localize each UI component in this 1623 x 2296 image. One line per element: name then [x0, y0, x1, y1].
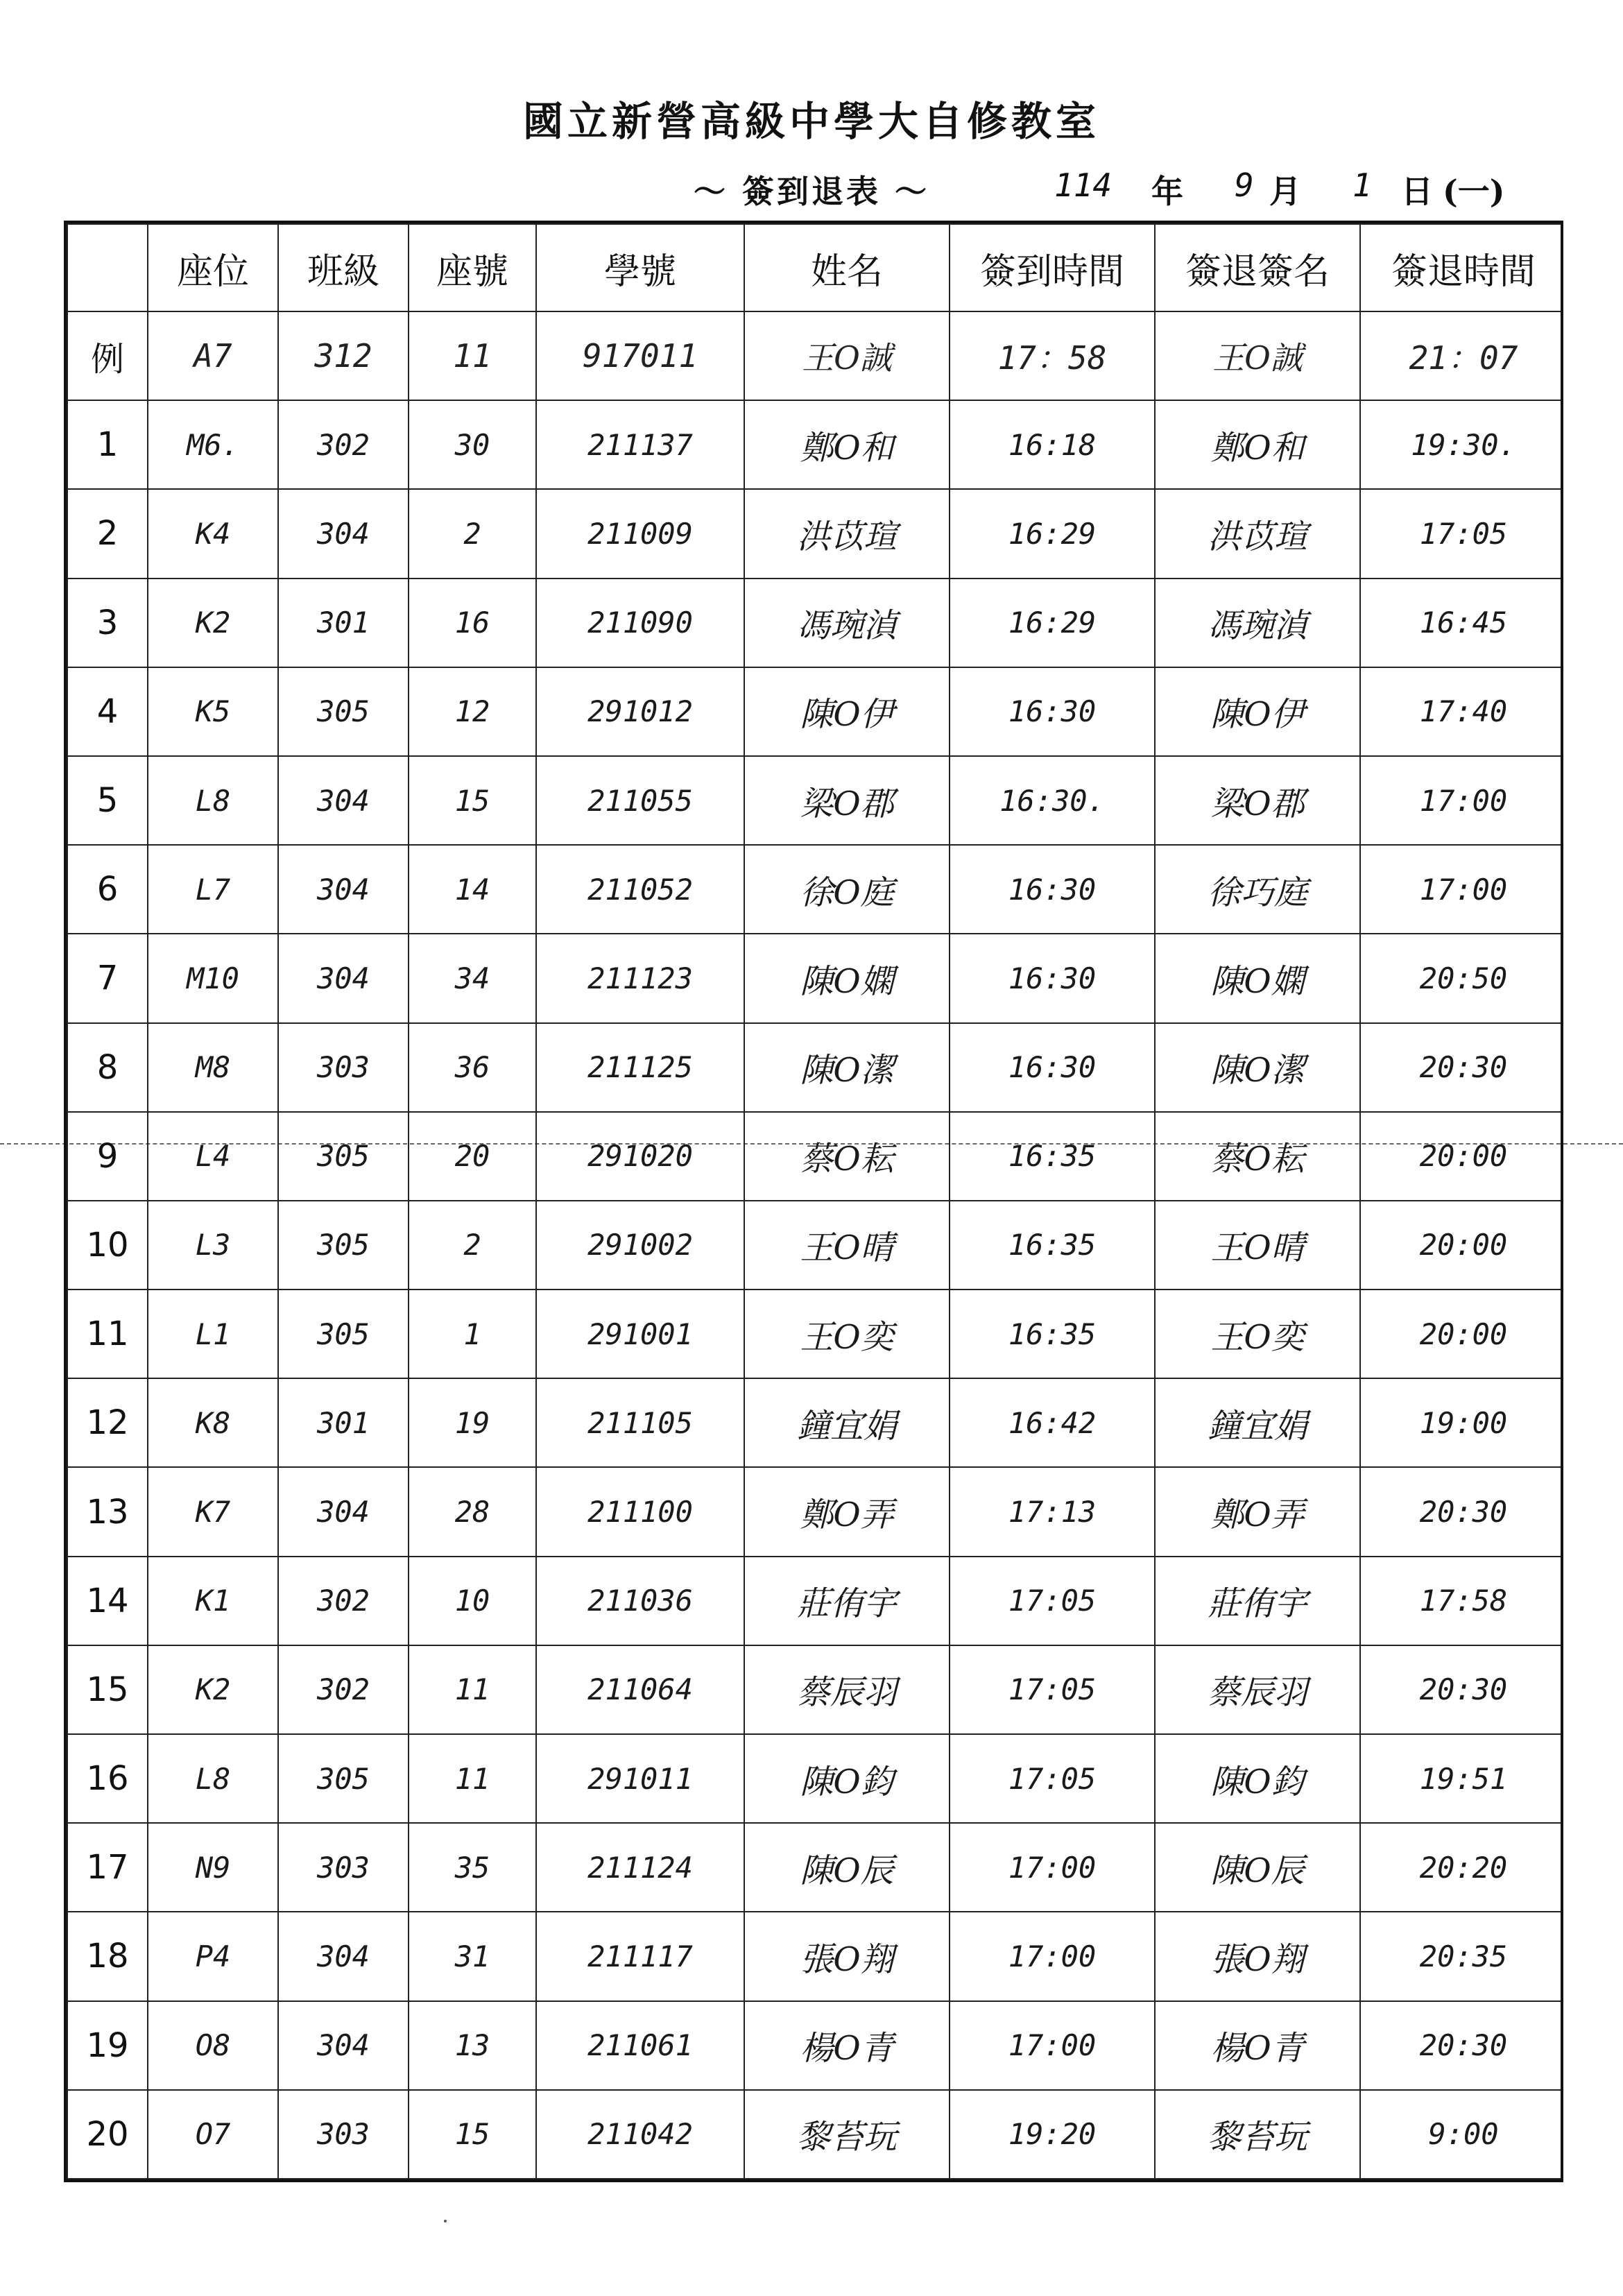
- student-id-cell: 211105: [536, 1378, 744, 1467]
- student-id-cell: 211090: [536, 579, 744, 667]
- checkout-time-cell: 20:00: [1360, 1290, 1563, 1378]
- header-checkin-time: 簽到時間: [950, 224, 1155, 311]
- table-row: [67, 1290, 1563, 1378]
- student-id-cell: 211036: [536, 1557, 744, 1645]
- checkout-sign-cell: 陳O鈞: [1155, 1734, 1360, 1823]
- checkin-time-cell: 16:35: [950, 1201, 1155, 1290]
- checkout-time-cell: 19:00: [1360, 1378, 1563, 1467]
- row-index: 11: [67, 1290, 148, 1378]
- row-index: 例: [67, 311, 148, 400]
- checkin-time-cell: 16:30: [950, 934, 1155, 1022]
- row-index: 9: [67, 1112, 148, 1201]
- table-row: [67, 1467, 1563, 1556]
- date-month: 9: [1235, 166, 1254, 204]
- form-subtitle: ～ 簽到退表 ～: [694, 173, 930, 210]
- seat-cell: P4: [148, 1912, 278, 2001]
- name-cell: 蔡辰羽: [744, 1645, 950, 1734]
- seat-number-cell: 2: [409, 1201, 536, 1290]
- class-cell: 302: [278, 1645, 409, 1734]
- table-row: [67, 579, 1563, 667]
- checkout-time-cell: 20:30: [1360, 1023, 1563, 1112]
- row-index: 18: [67, 1912, 148, 2001]
- name-cell: 王O晴: [744, 1201, 950, 1290]
- checkout-sign-cell: 張O翔: [1155, 1912, 1360, 2001]
- student-id-cell: 211125: [536, 1023, 744, 1112]
- name-cell: 蔡O耘: [744, 1112, 950, 1201]
- class-cell: 304: [278, 934, 409, 1022]
- seat-cell: K2: [148, 579, 278, 667]
- name-cell: 陳O辰: [744, 1823, 950, 1912]
- class-cell: 304: [278, 489, 409, 578]
- checkout-sign-cell: 黎苔玩: [1155, 2090, 1360, 2179]
- date-weekday: (一): [1443, 173, 1505, 210]
- checkin-time-cell: 16:30: [950, 667, 1155, 756]
- checkin-time-cell: 16:35: [950, 1112, 1155, 1201]
- checkout-sign-cell: 蔡O耘: [1155, 1112, 1360, 1201]
- table-row: [67, 934, 1563, 1022]
- header-checkout-sign: 簽退簽名: [1155, 224, 1360, 311]
- seat-number-cell: 13: [409, 2001, 536, 2090]
- sign-in-sheet: [64, 221, 1563, 2182]
- seat-number-cell: 15: [409, 2090, 536, 2179]
- seat-number-cell: 11: [409, 1734, 536, 1823]
- seat-cell: O7: [148, 2090, 278, 2179]
- checkout-time-cell: 16:45: [1360, 579, 1563, 667]
- student-id-cell: 291012: [536, 667, 744, 756]
- seat-number-cell: 15: [409, 756, 536, 845]
- date-day: 1: [1352, 166, 1372, 204]
- class-cell: 305: [278, 667, 409, 756]
- header-class: 班級: [278, 224, 409, 311]
- checkout-time-cell: 20:20: [1360, 1823, 1563, 1912]
- checkout-sign-cell: 王O奕: [1155, 1290, 1360, 1378]
- seat-cell: K2: [148, 1645, 278, 1734]
- table-row: [67, 1023, 1563, 1112]
- checkout-time-cell: 19:30.: [1360, 400, 1563, 489]
- page-title: 國立新營高級中學大自修教室: [522, 98, 1100, 145]
- checkin-time-cell: 17:05: [950, 1557, 1155, 1645]
- table-row: [67, 1201, 1563, 1290]
- name-cell: 徐O庭: [744, 845, 950, 934]
- checkin-time-cell: 17:00: [950, 1912, 1155, 2001]
- checkin-time-cell: 16:35: [950, 1290, 1155, 1378]
- row-index: 8: [67, 1023, 148, 1112]
- header-number: 座號: [409, 224, 536, 311]
- seat-number-cell: 36: [409, 1023, 536, 1112]
- student-id-cell: 291011: [536, 1734, 744, 1823]
- seat-number-cell: 16: [409, 579, 536, 667]
- seat-cell: A7: [148, 311, 278, 400]
- table-row: [67, 1734, 1563, 1823]
- seat-cell: L4: [148, 1112, 278, 1201]
- class-cell: 302: [278, 400, 409, 489]
- class-cell: 301: [278, 579, 409, 667]
- name-cell: 王O奕: [744, 1290, 950, 1378]
- name-cell: 梁O郡: [744, 756, 950, 845]
- name-cell: 陳O鈞: [744, 1734, 950, 1823]
- header-checkout-time: 簽退時間: [1360, 224, 1563, 311]
- checkout-time-cell: 17:05: [1360, 489, 1563, 578]
- header-seat: 座位: [148, 224, 278, 311]
- table-row: [67, 400, 1563, 489]
- table-header-row: [67, 224, 1563, 311]
- seat-number-cell: 19: [409, 1378, 536, 1467]
- seat-cell: L8: [148, 756, 278, 845]
- name-cell: 鐘宜娟: [744, 1378, 950, 1467]
- table-row: [67, 756, 1563, 845]
- table-row: [67, 1912, 1563, 2001]
- checkout-sign-cell: 陳O伊: [1155, 667, 1360, 756]
- checkin-time-cell: 19:20: [950, 2090, 1155, 2179]
- checkout-time-cell: 20:35: [1360, 1912, 1563, 2001]
- sign-in-table: [67, 223, 1563, 2179]
- checkout-sign-cell: 鄭O弄: [1155, 1467, 1360, 1556]
- student-id-cell: 211009: [536, 489, 744, 578]
- student-id-cell: 211061: [536, 2001, 744, 2090]
- checkout-time-cell: 17:00: [1360, 845, 1563, 934]
- class-cell: 303: [278, 1023, 409, 1112]
- name-cell: 張O翔: [744, 1912, 950, 2001]
- row-index: 4: [67, 667, 148, 756]
- checkout-sign-cell: 莊侑宇: [1155, 1557, 1360, 1645]
- checkout-sign-cell: 洪苡瑄: [1155, 489, 1360, 578]
- checkout-time-cell: 20:00: [1360, 1112, 1563, 1201]
- checkout-time-cell: 9:00: [1360, 2090, 1563, 2179]
- checkout-sign-cell: 王O誠: [1155, 311, 1360, 400]
- seat-cell: K4: [148, 489, 278, 578]
- student-id-cell: 211137: [536, 400, 744, 489]
- checkout-sign-cell: 鄭O和: [1155, 400, 1360, 489]
- row-index: 5: [67, 756, 148, 845]
- header-index: [67, 224, 148, 311]
- seat-cell: L3: [148, 1201, 278, 1290]
- seat-cell: K7: [148, 1467, 278, 1556]
- name-cell: 黎苔玩: [744, 2090, 950, 2179]
- header-student-id: 學號: [536, 224, 744, 311]
- row-index: 17: [67, 1823, 148, 1912]
- seat-cell: K1: [148, 1557, 278, 1645]
- row-index: 15: [67, 1645, 148, 1734]
- name-cell: 鄭O和: [744, 400, 950, 489]
- checkout-sign-cell: 陳O嫻: [1155, 934, 1360, 1022]
- class-cell: 305: [278, 1112, 409, 1201]
- seat-cell: N9: [148, 1823, 278, 1912]
- table-row: [67, 1645, 1563, 1734]
- checkout-time-cell: 17:40: [1360, 667, 1563, 756]
- row-index: 12: [67, 1378, 148, 1467]
- checkout-sign-cell: 楊O青: [1155, 2001, 1360, 2090]
- seat-number-cell: 11: [409, 311, 536, 400]
- row-index: 7: [67, 934, 148, 1022]
- seat-number-cell: 14: [409, 845, 536, 934]
- checkout-sign-cell: 蔡辰羽: [1155, 1645, 1360, 1734]
- table-row: [67, 2090, 1563, 2179]
- row-index: 6: [67, 845, 148, 934]
- name-cell: 楊O青: [744, 2001, 950, 2090]
- row-index: 14: [67, 1557, 148, 1645]
- table-row: [67, 1112, 1563, 1201]
- seat-number-cell: 2: [409, 489, 536, 578]
- date-day-unit: 日: [1401, 173, 1433, 210]
- seat-number-cell: 28: [409, 1467, 536, 1556]
- row-index: 13: [67, 1467, 148, 1556]
- seat-cell: O8: [148, 2001, 278, 2090]
- row-index: 3: [67, 579, 148, 667]
- checkout-time-cell: 20:30: [1360, 1645, 1563, 1734]
- name-cell: 陳O潔: [744, 1023, 950, 1112]
- checkout-sign-cell: 徐巧庭: [1155, 845, 1360, 934]
- seat-cell: K5: [148, 667, 278, 756]
- class-cell: 312: [278, 311, 409, 400]
- student-id-cell: 211117: [536, 1912, 744, 2001]
- class-cell: 303: [278, 1823, 409, 1912]
- checkout-sign-cell: 梁O郡: [1155, 756, 1360, 845]
- checkin-time-cell: 16:30: [950, 845, 1155, 934]
- student-id-cell: 211052: [536, 845, 744, 934]
- class-cell: 304: [278, 1467, 409, 1556]
- row-index: 1: [67, 400, 148, 489]
- table-row: [67, 489, 1563, 578]
- seat-cell: K8: [148, 1378, 278, 1467]
- checkin-time-cell: 17:05: [950, 1645, 1155, 1734]
- student-id-cell: 211100: [536, 1467, 744, 1556]
- checkout-time-cell: 21：07: [1360, 311, 1563, 400]
- seat-cell: L8: [148, 1734, 278, 1823]
- checkin-time-cell: 16:18: [950, 400, 1155, 489]
- checkin-time-cell: 17:00: [950, 1823, 1155, 1912]
- table-row: [67, 2001, 1563, 2090]
- seat-number-cell: 1: [409, 1290, 536, 1378]
- checkin-time-cell: 16:29: [950, 489, 1155, 578]
- table-row: [67, 1378, 1563, 1467]
- header-name: 姓名: [744, 224, 950, 311]
- name-cell: 洪苡瑄: [744, 489, 950, 578]
- class-cell: 301: [278, 1378, 409, 1467]
- checkout-sign-cell: 王O晴: [1155, 1201, 1360, 1290]
- checkout-time-cell: 20:30: [1360, 2001, 1563, 2090]
- name-cell: 馮琬湞: [744, 579, 950, 667]
- student-id-cell: 211123: [536, 934, 744, 1022]
- checkout-sign-cell: 陳O辰: [1155, 1823, 1360, 1912]
- class-cell: 304: [278, 1912, 409, 2001]
- seat-number-cell: 30: [409, 400, 536, 489]
- seat-number-cell: 31: [409, 1912, 536, 2001]
- table-row: [67, 1823, 1563, 1912]
- class-cell: 304: [278, 756, 409, 845]
- student-id-cell: 291002: [536, 1201, 744, 1290]
- checkin-time-cell: 16:42: [950, 1378, 1155, 1467]
- checkout-time-cell: 20:50: [1360, 934, 1563, 1022]
- seat-number-cell: 35: [409, 1823, 536, 1912]
- seat-cell: M10: [148, 934, 278, 1022]
- name-cell: 王O誠: [744, 311, 950, 400]
- checkout-sign-cell: 鐘宜娟: [1155, 1378, 1360, 1467]
- seat-cell: M8: [148, 1023, 278, 1112]
- table-row: [67, 1557, 1563, 1645]
- date-year: 114: [1054, 166, 1113, 204]
- checkout-time-cell: 19:51: [1360, 1734, 1563, 1823]
- student-id-cell: 917011: [536, 311, 744, 400]
- seat-number-cell: 10: [409, 1557, 536, 1645]
- checkin-time-cell: 16:30.: [950, 756, 1155, 845]
- row-index: 10: [67, 1201, 148, 1290]
- student-id-cell: 211124: [536, 1823, 744, 1912]
- checkout-time-cell: 20:00: [1360, 1201, 1563, 1290]
- seat-cell: M6.: [148, 400, 278, 489]
- class-cell: 305: [278, 1734, 409, 1823]
- checkin-time-cell: 17:13: [950, 1467, 1155, 1556]
- example-row: [67, 311, 1563, 400]
- checkout-sign-cell: 馮琬湞: [1155, 579, 1360, 667]
- name-cell: 陳O嫻: [744, 934, 950, 1022]
- seat-number-cell: 20: [409, 1112, 536, 1201]
- seat-number-cell: 12: [409, 667, 536, 756]
- name-cell: 陳O伊: [744, 667, 950, 756]
- class-cell: 305: [278, 1201, 409, 1290]
- date-month-unit: 月: [1269, 173, 1301, 210]
- student-id-cell: 291020: [536, 1112, 744, 1201]
- row-index: 20: [67, 2090, 148, 2179]
- seat-number-cell: 11: [409, 1645, 536, 1734]
- student-id-cell: 211055: [536, 756, 744, 845]
- student-id-cell: 211064: [536, 1645, 744, 1734]
- row-index: 19: [67, 2001, 148, 2090]
- row-index: 16: [67, 1734, 148, 1823]
- checkin-time-cell: 17:05: [950, 1734, 1155, 1823]
- student-id-cell: 291001: [536, 1290, 744, 1378]
- name-cell: 鄭O弄: [744, 1467, 950, 1556]
- checkout-time-cell: 17:58: [1360, 1557, 1563, 1645]
- checkout-sign-cell: 陳O潔: [1155, 1023, 1360, 1112]
- class-cell: 303: [278, 2090, 409, 2179]
- seat-number-cell: 34: [409, 934, 536, 1022]
- table-row: [67, 845, 1563, 934]
- stray-mark: [444, 2220, 447, 2222]
- class-cell: 304: [278, 2001, 409, 2090]
- student-id-cell: 211042: [536, 2090, 744, 2179]
- name-cell: 莊侑宇: [744, 1557, 950, 1645]
- date-year-unit: 年: [1151, 173, 1183, 210]
- checkin-time-cell: 16:29: [950, 579, 1155, 667]
- seat-cell: L1: [148, 1290, 278, 1378]
- class-cell: 304: [278, 845, 409, 934]
- checkin-time-cell: 17：58: [950, 311, 1155, 400]
- class-cell: 302: [278, 1557, 409, 1645]
- seat-cell: L7: [148, 845, 278, 934]
- table-row: [67, 667, 1563, 756]
- checkout-time-cell: 17:00: [1360, 756, 1563, 845]
- row-index: 2: [67, 489, 148, 578]
- class-cell: 305: [278, 1290, 409, 1378]
- checkin-time-cell: 16:30: [950, 1023, 1155, 1112]
- checkin-time-cell: 17:00: [950, 2001, 1155, 2090]
- checkout-time-cell: 20:30: [1360, 1467, 1563, 1556]
